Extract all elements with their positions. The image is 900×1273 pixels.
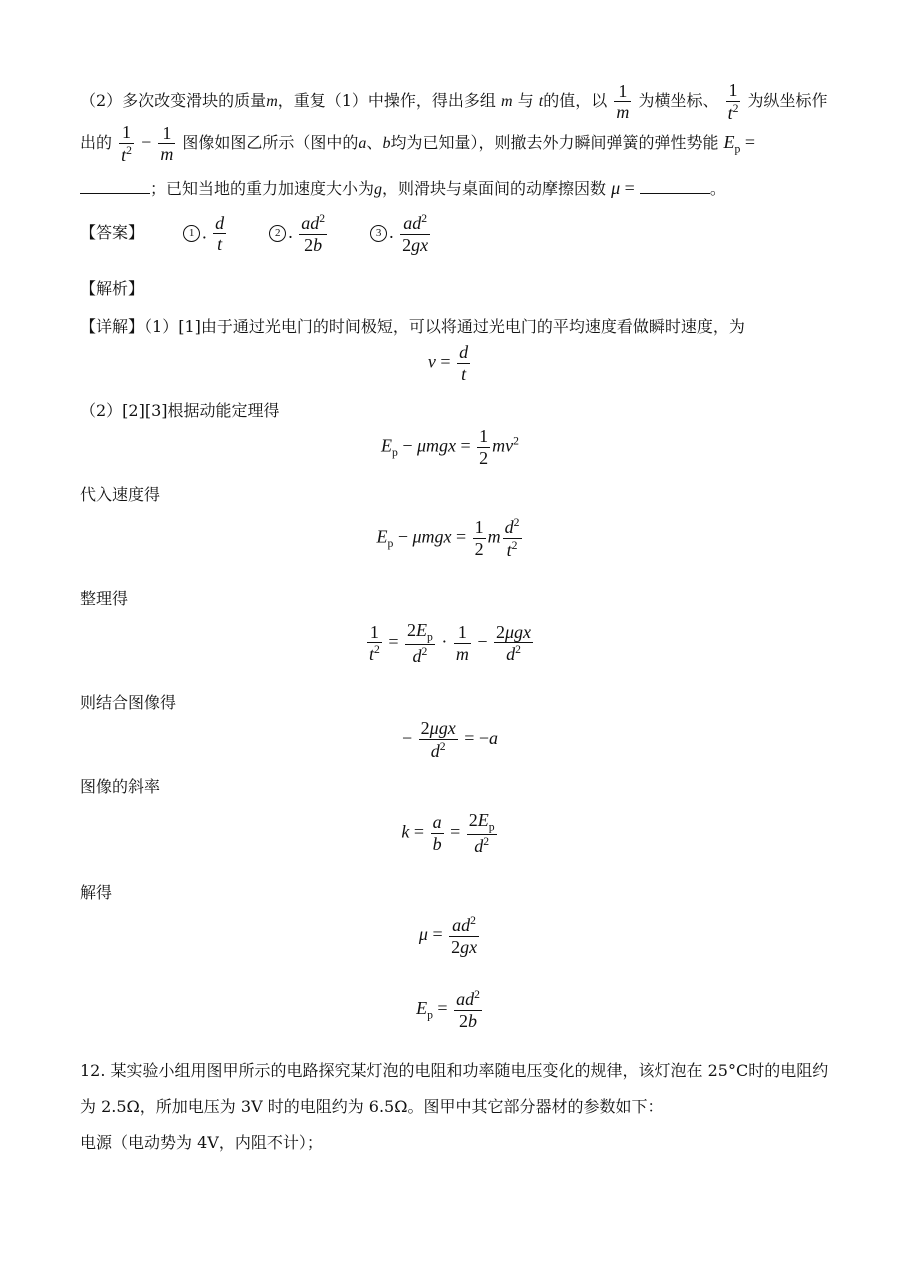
var-t: t: [538, 93, 544, 111]
var-a: a: [358, 135, 367, 153]
detail-label: 【详解】: [80, 317, 145, 336]
text: ，则滑块与桌面间的动摩擦因数: [382, 179, 607, 198]
detail-line-2: （2）[2][3]根据动能定理得: [80, 401, 280, 420]
fraction-1-over-t2: $\frac{1}{t^2}$: [121, 122, 132, 165]
sub-label-2: 整理得: [80, 589, 129, 608]
text: 图像如图乙所示（图中的: [182, 133, 359, 153]
question-12-line-1: 12. 某实验小组用图甲所示的电路探究某灯泡的电阻和功率随电压变化的规律，该灯泡在 25°C时的电阻约: [80, 1061, 829, 1080]
answer-blank-2: [640, 193, 710, 194]
var-m: m: [501, 93, 513, 111]
text: 、: [366, 133, 383, 153]
circled-number-2: 2: [269, 225, 286, 242]
fraction-1-over-m: $\frac{1}{m}$: [160, 122, 174, 165]
answer-3: 3 . $\frac{ad^2}{2gx}$: [370, 212, 432, 255]
equation-slope: k = $\frac{a}{b}$ = $\frac{2E_p}{d^2}$: [401, 810, 495, 857]
equation-energy: $E_p - \mu mgx$ = $\frac{1}{2}$ $mv^2$: [380, 426, 520, 468]
equation-rearranged: $\frac{1}{t^2}$ = $\frac{2E_p}{d^2}$ · $\frac{1}{m}$ − $\frac{\text{2μgx}}{d^2}$: [368, 620, 532, 667]
answer-2: 2 . $\frac{ad^2}{2b}$: [269, 212, 329, 255]
sub-label-1: 代入速度得: [80, 485, 161, 504]
text: ，重复（1）中操作，得出多组: [277, 91, 496, 111]
equation-energy-sub: $E_p - \mu mgx$ = $\frac{1}{2}$ m $\frac{d^2}{t^2}$: [376, 516, 520, 560]
equation-intercept: − $\frac{\text{2μgx}}{d^2}$ = −a: [402, 718, 498, 761]
analysis-label: 【解析】: [80, 279, 145, 298]
question-12-line-2: 为 2.5Ω，所加电压为 3V 时的电阻约为 6.5Ω。图甲中其它部分器材的参数如下：: [80, 1097, 664, 1116]
var-m: m: [266, 93, 278, 111]
detail-line-1: [80, 314, 745, 337]
text: 出的: [80, 133, 113, 153]
text: 为横坐标、: [638, 91, 719, 111]
answer-line: [80, 212, 468, 255]
question-2-line-3: ；已知当地的重力加速度大小为g，则滑块与桌面间的动摩擦因数 μ = 。: [80, 176, 726, 199]
text: （2）多次改变滑块的质量: [80, 91, 267, 111]
text: 均为已知量），则撤去外力瞬间弹簧的弹性势能: [390, 133, 719, 153]
question-2-line-1: [80, 80, 828, 123]
sub-label-4: 图像的斜率: [80, 777, 161, 796]
equation-mu: μ = $\frac{ad^2}{2gx}$: [418, 914, 478, 957]
fraction-1-over-t2: $\frac{1}{t^2}$: [727, 80, 739, 123]
answer-blank-1: [80, 193, 150, 194]
sub-label-5: 解得: [80, 883, 113, 902]
text: 的值，以: [543, 91, 608, 111]
answer-label: 【答案】: [80, 222, 145, 242]
circled-number-1: 1: [183, 225, 200, 242]
equation-v: v = $\frac{d}{t}$: [427, 342, 469, 384]
text: 为纵坐标作: [747, 91, 828, 111]
sub-label-3: 则结合图像得: [80, 693, 177, 712]
text: 。: [709, 179, 726, 198]
var-g: g: [374, 181, 383, 198]
fraction-1-over-m: $\frac{1}{m}$: [616, 80, 630, 123]
text: （1）[1]由于通过光电门的时间极短，可以将通过光电门的平均速度看做瞬时速度，为: [144, 317, 745, 336]
text: 与: [517, 91, 534, 111]
equation-ep: $E_p$ = $\frac{ad^2}{2b}$: [416, 988, 480, 1031]
text: ；已知当地的重力加速度大小为: [150, 179, 375, 198]
question-2-line-2: 出的 $\frac{1}{t^2}$ − $\frac{1}{m}$ 图像如图乙所示（图中的a、b均为已知量），则撤去外力瞬间弹簧的弹性势能 $E_p$ =: [80, 122, 756, 165]
var-b: b: [382, 135, 391, 153]
circled-number-3: 3: [370, 225, 387, 242]
answer-1: 1 . $\frac{d}{t}$: [183, 213, 228, 255]
question-12-line-3: 电源（电动势为 4V，内阻不计）；: [80, 1133, 323, 1152]
